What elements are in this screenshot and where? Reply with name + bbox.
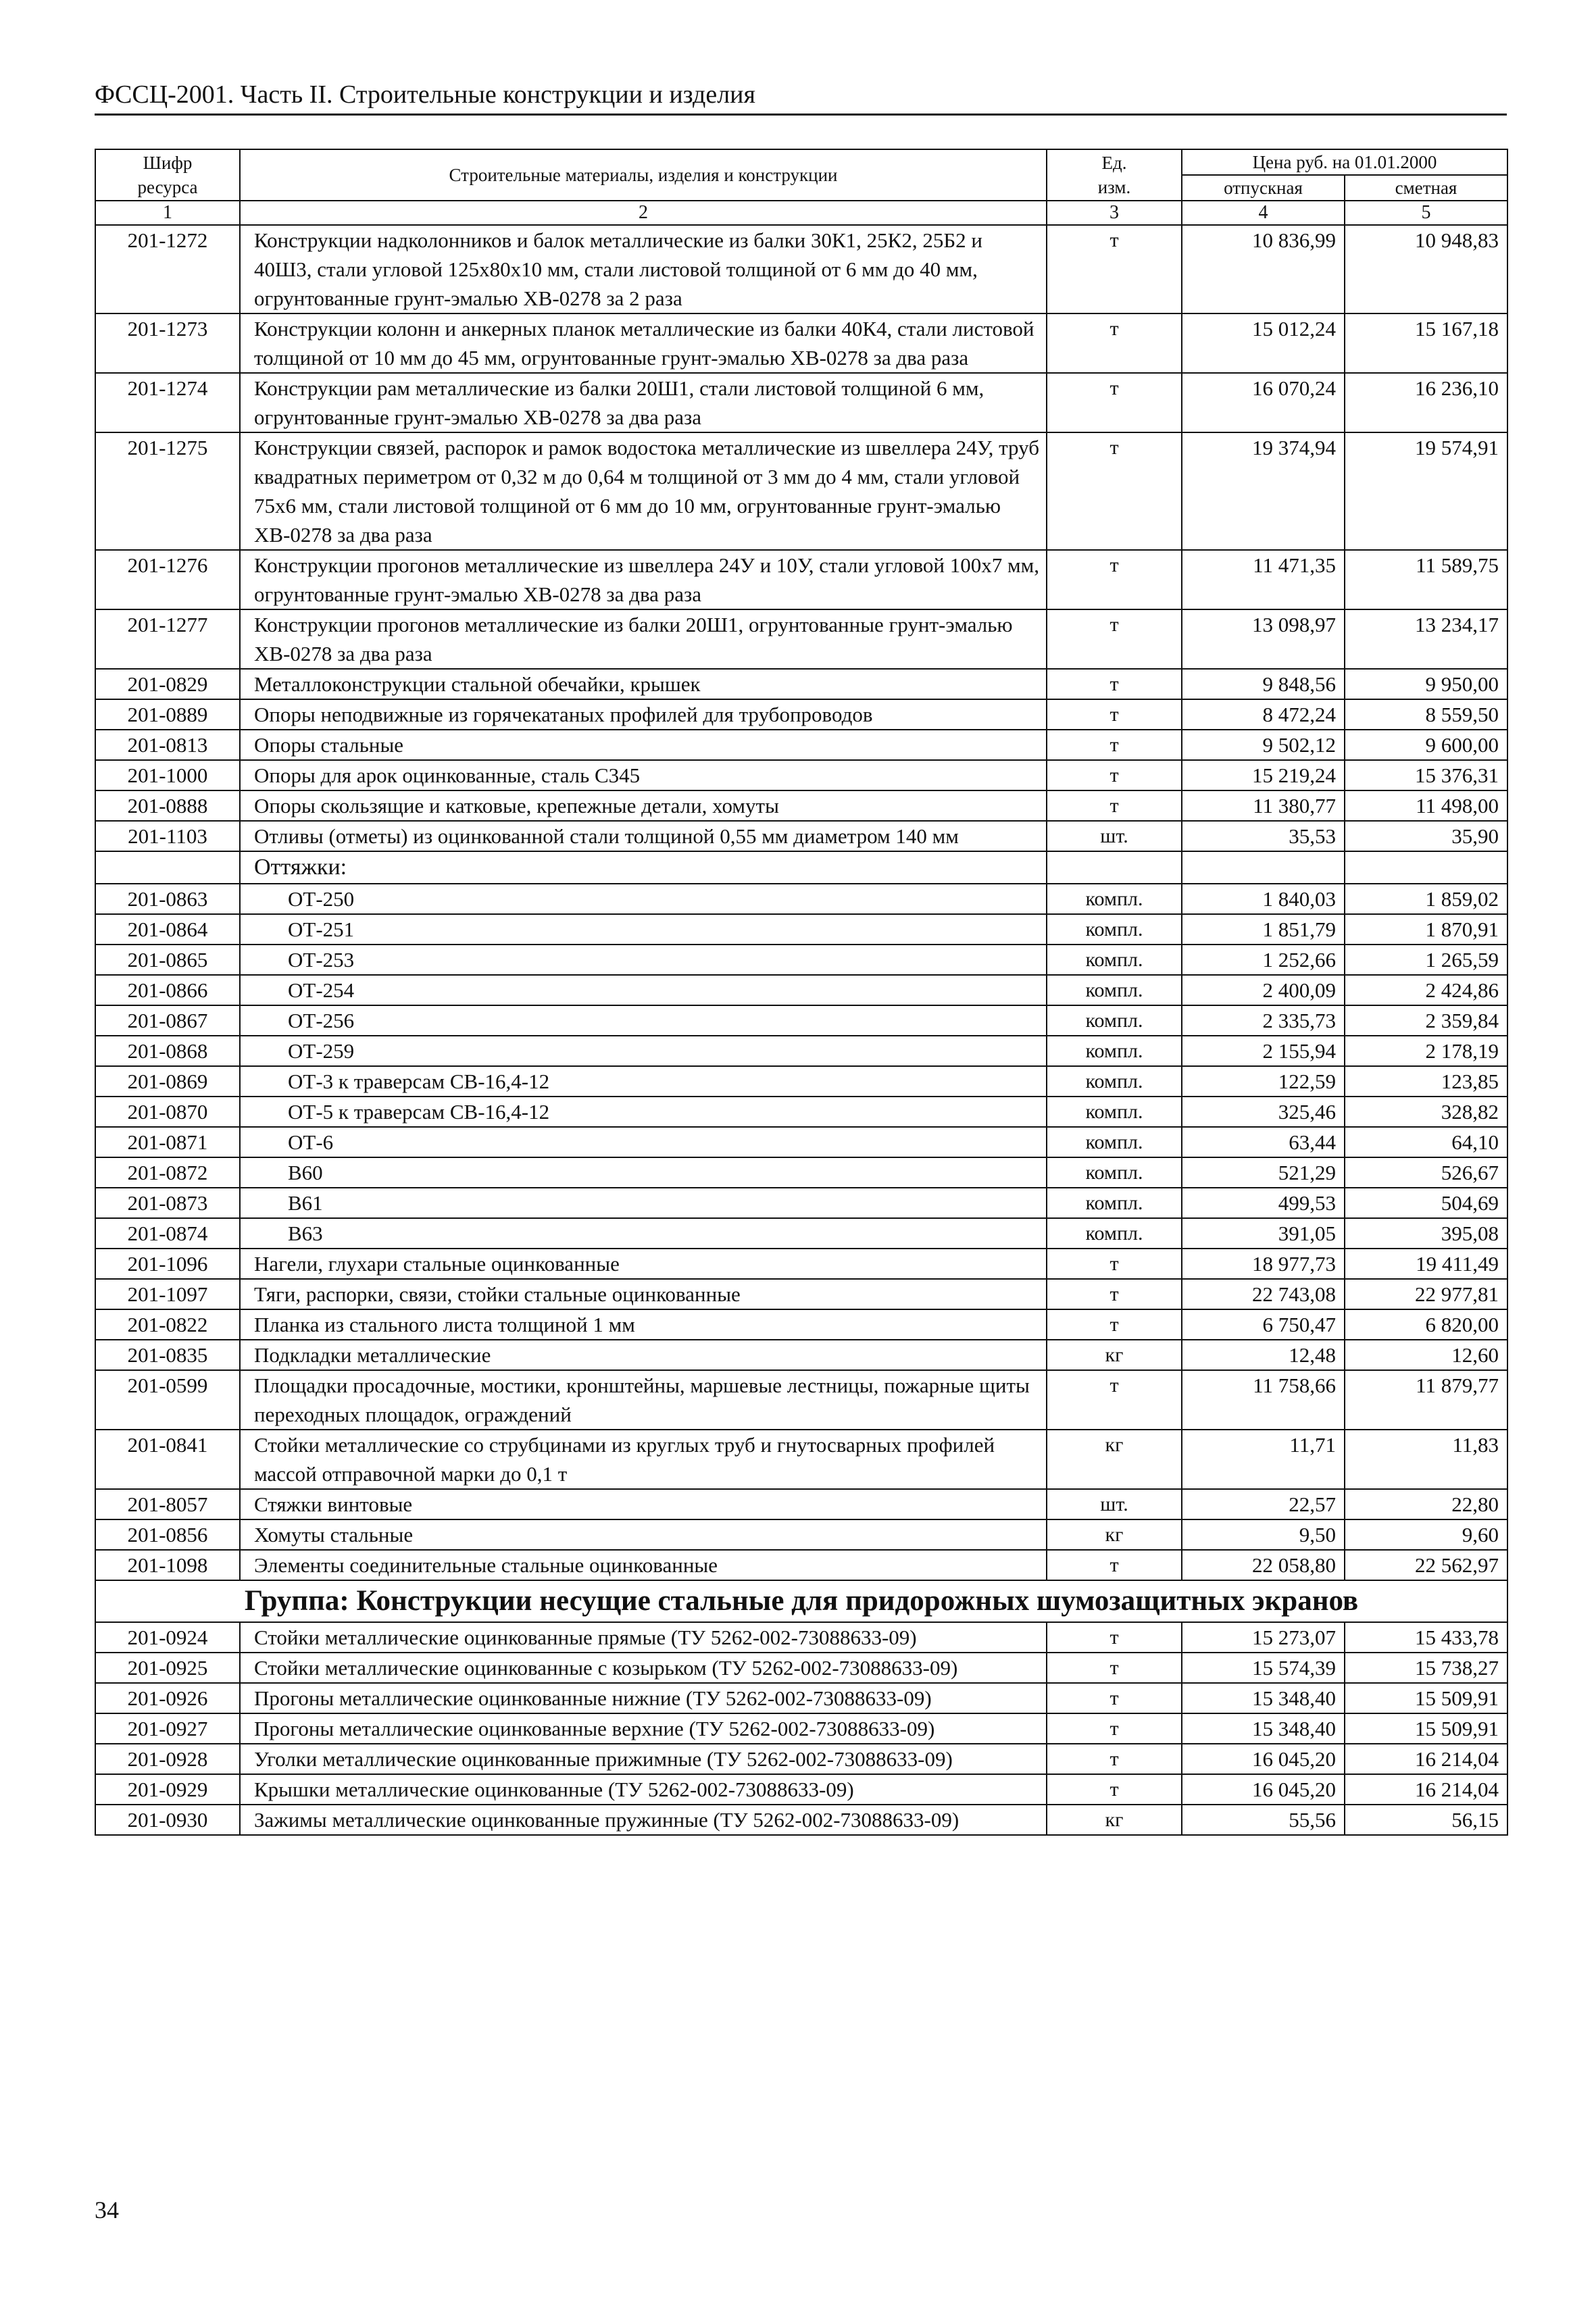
resource-name: Опоры скользящие и катковые, крепежные детали, хомуты (240, 790, 1047, 821)
col-number: 3 (1047, 201, 1182, 225)
table-header-row-1 (95, 149, 1507, 175)
table-row (95, 945, 1507, 975)
unit-of-measure: компл. (1047, 914, 1182, 945)
resource-code: 201-1096 (95, 1249, 240, 1279)
unit-of-measure: т (1047, 1683, 1182, 1713)
release-price: 8 472,24 (1182, 699, 1345, 730)
resource-code: 201-0889 (95, 699, 240, 730)
resource-code: 201-0925 (95, 1653, 240, 1683)
unit-of-measure: т (1047, 1249, 1182, 1279)
resource-name: Элементы соединительные стальные оцинкованные (240, 1550, 1047, 1580)
resource-name: Стойки металлические оцинкованные с козырьком (ТУ 5262-002-73088633-09) (240, 1653, 1047, 1683)
table-row (95, 1519, 1507, 1550)
estimate-price: 11 879,77 (1345, 1370, 1507, 1430)
resource-code: 201-0871 (95, 1127, 240, 1157)
resource-name: ОТ-253 (240, 945, 1047, 975)
unit-of-measure: шт. (1047, 1489, 1182, 1519)
resource-code: 201-0873 (95, 1188, 240, 1218)
table-row (95, 225, 1507, 313)
resource-name: ОТ-6 (240, 1127, 1047, 1157)
price-table-container (95, 149, 1507, 1836)
table-row (95, 884, 1507, 914)
table-row (95, 1622, 1507, 1653)
col-header-price: Цена руб. на 01.01.2000 (1182, 149, 1507, 175)
resource-code: 201-0874 (95, 1218, 240, 1249)
table-row (95, 914, 1507, 945)
resource-code: 201-0867 (95, 1005, 240, 1036)
resource-name: Конструкции связей, распорок и рамок водостока металлические из швеллера 24У, труб квадратных периметром от 0,32 м до 0,64 м толщиной от 3 мм до 4 мм, стали угловой 75х6 мм, стали листовой толщиной от 6 мм до 10 мм, огрунтованные грунт-эмалью ХВ-0278 за два раза (240, 432, 1047, 550)
release-price: 1 252,66 (1182, 945, 1345, 975)
release-price: 15 219,24 (1182, 760, 1345, 790)
table-row (95, 1430, 1507, 1489)
col-header-name: Строительные материалы, изделия и конструкции (240, 149, 1047, 201)
section-row (95, 851, 1507, 884)
estimate-price: 16 214,04 (1345, 1774, 1507, 1805)
release-price: 22 743,08 (1182, 1279, 1345, 1309)
resource-name: Отливы (отметы) из оцинкованной стали толщиной 0,55 мм диаметром 140 мм (240, 821, 1047, 851)
table-row (95, 1713, 1507, 1744)
release-price: 16 070,24 (1182, 373, 1345, 432)
unit-of-measure: компл. (1047, 1036, 1182, 1066)
table-row (95, 1370, 1507, 1430)
resource-code: 201-1098 (95, 1550, 240, 1580)
resource-code: 201-1276 (95, 550, 240, 609)
unit-of-measure: т (1047, 699, 1182, 730)
release-price: 2 155,94 (1182, 1036, 1345, 1066)
release-price: 325,46 (1182, 1097, 1345, 1127)
resource-code: 201-0927 (95, 1713, 240, 1744)
section-title: Оттяжки: (240, 851, 1047, 884)
col-header-code (95, 149, 240, 201)
resource-name: Стойки металлические со струбцинами из круглых труб и гнутосварных профилей массой отправочной марки до 0,1 т (240, 1430, 1047, 1489)
unit-of-measure: компл. (1047, 975, 1182, 1005)
table-row (95, 1744, 1507, 1774)
resource-name: ОТ-3 к траверсам СВ-16,4-12 (240, 1066, 1047, 1097)
page-header-title: ФССЦ-2001. Часть II. Строительные конструкции и изделия (95, 80, 755, 109)
resource-name: Опоры стальные (240, 730, 1047, 760)
resource-name: Уголки металлические оцинкованные прижимные (ТУ 5262-002-73088633-09) (240, 1744, 1047, 1774)
release-price: 15 012,24 (1182, 313, 1345, 373)
release-price: 18 977,73 (1182, 1249, 1345, 1279)
release-price: 2 400,09 (1182, 975, 1345, 1005)
resource-code: 201-1275 (95, 432, 240, 550)
section-release-cell (1182, 851, 1345, 884)
table-row (95, 432, 1507, 550)
resource-name: Тяги, распорки, связи, стойки стальные оцинкованные (240, 1279, 1047, 1309)
release-price: 521,29 (1182, 1157, 1345, 1188)
unit-of-measure: т (1047, 1744, 1182, 1774)
estimate-price: 16 236,10 (1345, 373, 1507, 432)
table-row (95, 1127, 1507, 1157)
resource-name: Конструкции колонн и анкерных планок металлические из балки 40К4, стали листовой толщиной от 10 мм до 45 мм, огрунтованные грунт-эмалью ХВ-0278 за два раза (240, 313, 1047, 373)
unit-of-measure: т (1047, 313, 1182, 373)
release-price: 19 374,94 (1182, 432, 1345, 550)
unit-of-measure: т (1047, 760, 1182, 790)
col-header-code-line2: ресурса (137, 177, 198, 197)
resource-code: 201-0841 (95, 1430, 240, 1489)
resource-code: 201-1274 (95, 373, 240, 432)
resource-code: 201-0864 (95, 914, 240, 945)
estimate-price: 22 977,81 (1345, 1279, 1507, 1309)
release-price: 16 045,20 (1182, 1774, 1345, 1805)
resource-name: Площадки просадочные, мостики, кронштейны, маршевые лестницы, пожарные щиты переходных площадок, ограждений (240, 1370, 1047, 1430)
estimate-price: 15 167,18 (1345, 313, 1507, 373)
col-header-unit (1047, 149, 1182, 201)
table-row (95, 1550, 1507, 1580)
resource-code: 201-0924 (95, 1622, 240, 1653)
table-row (95, 975, 1507, 1005)
release-price: 16 045,20 (1182, 1744, 1345, 1774)
resource-name: ОТ-250 (240, 884, 1047, 914)
col-number: 4 (1182, 201, 1345, 225)
resource-name: В60 (240, 1157, 1047, 1188)
resource-code: 201-1000 (95, 760, 240, 790)
estimate-price: 123,85 (1345, 1066, 1507, 1097)
resource-code: 201-0869 (95, 1066, 240, 1097)
release-price: 391,05 (1182, 1218, 1345, 1249)
table-group (95, 1580, 1507, 1622)
page-number: 34 (95, 2196, 119, 2223)
resource-code: 201-0822 (95, 1309, 240, 1340)
col-header-estimate-price: сметная (1345, 175, 1507, 201)
release-price: 9 502,12 (1182, 730, 1345, 760)
estimate-price: 328,82 (1345, 1097, 1507, 1127)
resource-name: Подкладки металлические (240, 1340, 1047, 1370)
resource-name: Конструкции рам металлические из балки 20Ш1, стали листовой толщиной 6 мм, огрунтованные грунт-эмалью ХВ-0278 за два раза (240, 373, 1047, 432)
table-row (95, 1097, 1507, 1127)
unit-of-measure: кг (1047, 1340, 1182, 1370)
release-price: 2 335,73 (1182, 1005, 1345, 1036)
resource-name: Конструкции прогонов металлические из балки 20Ш1, огрунтованные грунт-эмалью ХВ-0278 за два раза (240, 609, 1047, 669)
estimate-price: 2 178,19 (1345, 1036, 1507, 1066)
release-price: 11 380,77 (1182, 790, 1345, 821)
unit-of-measure: т (1047, 432, 1182, 550)
resource-code: 201-0829 (95, 669, 240, 699)
resource-code: 201-1273 (95, 313, 240, 373)
unit-of-measure: компл. (1047, 1005, 1182, 1036)
group-row (95, 1580, 1507, 1622)
release-price: 6 750,47 (1182, 1309, 1345, 1340)
resource-code: 201-0888 (95, 790, 240, 821)
release-price: 15 348,40 (1182, 1683, 1345, 1713)
table-row (95, 669, 1507, 699)
table-row (95, 313, 1507, 373)
estimate-price: 11 589,75 (1345, 550, 1507, 609)
resource-code: 201-1103 (95, 821, 240, 851)
resource-name: Хомуты стальные (240, 1519, 1047, 1550)
unit-of-measure: т (1047, 550, 1182, 609)
unit-of-measure: кг (1047, 1430, 1182, 1489)
estimate-price: 2 359,84 (1345, 1005, 1507, 1036)
unit-of-measure: т (1047, 1550, 1182, 1580)
resource-code: 201-0866 (95, 975, 240, 1005)
release-price: 35,53 (1182, 821, 1345, 851)
resource-code: 201-8057 (95, 1489, 240, 1519)
estimate-price: 35,90 (1345, 821, 1507, 851)
header-divider (95, 114, 1507, 116)
release-price: 12,48 (1182, 1340, 1345, 1370)
release-price: 11 471,35 (1182, 550, 1345, 609)
table-row (95, 1005, 1507, 1036)
release-price: 499,53 (1182, 1188, 1345, 1218)
release-price: 15 574,39 (1182, 1653, 1345, 1683)
table-row (95, 1218, 1507, 1249)
estimate-price: 11 498,00 (1345, 790, 1507, 821)
table-body-guys (95, 884, 1507, 1580)
release-price: 15 348,40 (1182, 1713, 1345, 1744)
unit-of-measure: т (1047, 669, 1182, 699)
col-header-unit-line1: Ед. (1101, 153, 1127, 173)
resource-code: 201-0926 (95, 1683, 240, 1713)
table-body-main (95, 225, 1507, 851)
unit-of-measure: т (1047, 225, 1182, 313)
resource-code: 201-0865 (95, 945, 240, 975)
release-price: 10 836,99 (1182, 225, 1345, 313)
resource-name: Планка из стального листа толщиной 1 мм (240, 1309, 1047, 1340)
resource-code: 201-1097 (95, 1279, 240, 1309)
table-row (95, 1805, 1507, 1835)
release-price: 63,44 (1182, 1127, 1345, 1157)
unit-of-measure: компл. (1047, 1066, 1182, 1097)
unit-of-measure: компл. (1047, 884, 1182, 914)
resource-name: ОТ-259 (240, 1036, 1047, 1066)
table-row (95, 1036, 1507, 1066)
unit-of-measure: т (1047, 1774, 1182, 1805)
resource-name: ОТ-254 (240, 975, 1047, 1005)
table-row (95, 699, 1507, 730)
resource-name: В61 (240, 1188, 1047, 1218)
table-row (95, 1309, 1507, 1340)
resource-code: 201-0870 (95, 1097, 240, 1127)
col-number: 5 (1345, 201, 1507, 225)
resource-name: Стойки металлические оцинкованные прямые (ТУ 5262-002-73088633-09) (240, 1622, 1047, 1653)
resource-name: В63 (240, 1218, 1047, 1249)
estimate-price: 10 948,83 (1345, 225, 1507, 313)
resource-name: ОТ-5 к траверсам СВ-16,4-12 (240, 1097, 1047, 1127)
unit-of-measure: компл. (1047, 1157, 1182, 1188)
release-price: 122,59 (1182, 1066, 1345, 1097)
unit-of-measure: т (1047, 373, 1182, 432)
resource-code: 201-0599 (95, 1370, 240, 1430)
resource-code: 201-0929 (95, 1774, 240, 1805)
estimate-price: 8 559,50 (1345, 699, 1507, 730)
estimate-price: 22 562,97 (1345, 1550, 1507, 1580)
resource-code: 201-0856 (95, 1519, 240, 1550)
column-number-row (95, 201, 1507, 225)
unit-of-measure: компл. (1047, 1218, 1182, 1249)
unit-of-measure: компл. (1047, 945, 1182, 975)
estimate-price: 16 214,04 (1345, 1744, 1507, 1774)
unit-of-measure: шт. (1047, 821, 1182, 851)
unit-of-measure: т (1047, 1622, 1182, 1653)
release-price: 15 273,07 (1182, 1622, 1345, 1653)
resource-code: 201-0872 (95, 1157, 240, 1188)
group-title: Группа: Конструкции несущие стальные для придорожных шумозащитных экранов (95, 1580, 1507, 1622)
estimate-price: 15 738,27 (1345, 1653, 1507, 1683)
price-table (95, 149, 1508, 1836)
estimate-price: 9 950,00 (1345, 669, 1507, 699)
table-row (95, 790, 1507, 821)
table-row (95, 1279, 1507, 1309)
section-estimate-cell (1345, 851, 1507, 884)
unit-of-measure: кг (1047, 1805, 1182, 1835)
estimate-price: 12,60 (1345, 1340, 1507, 1370)
estimate-price: 9 600,00 (1345, 730, 1507, 760)
release-price: 1 851,79 (1182, 914, 1345, 945)
release-price: 13 098,97 (1182, 609, 1345, 669)
estimate-price: 15 433,78 (1345, 1622, 1507, 1653)
table-row (95, 1188, 1507, 1218)
release-price: 1 840,03 (1182, 884, 1345, 914)
resource-code: 201-0928 (95, 1744, 240, 1774)
resource-code: 201-0868 (95, 1036, 240, 1066)
table-row (95, 821, 1507, 851)
unit-of-measure: компл. (1047, 1127, 1182, 1157)
col-number: 2 (240, 201, 1047, 225)
resource-name: Прогоны металлические оцинкованные нижние (ТУ 5262-002-73088633-09) (240, 1683, 1047, 1713)
table-row (95, 1774, 1507, 1805)
release-price: 11,71 (1182, 1430, 1345, 1489)
table-row (95, 609, 1507, 669)
release-price: 9 848,56 (1182, 669, 1345, 699)
resource-name: Нагели, глухари стальные оцинкованные (240, 1249, 1047, 1279)
estimate-price: 64,10 (1345, 1127, 1507, 1157)
estimate-price: 2 424,86 (1345, 975, 1507, 1005)
unit-of-measure: компл. (1047, 1188, 1182, 1218)
section-code-cell (95, 851, 240, 884)
resource-code: 201-1272 (95, 225, 240, 313)
estimate-price: 11,83 (1345, 1430, 1507, 1489)
resource-code: 201-0930 (95, 1805, 240, 1835)
estimate-price: 1 870,91 (1345, 914, 1507, 945)
table-row (95, 1249, 1507, 1279)
resource-name: ОТ-256 (240, 1005, 1047, 1036)
resource-name: Стяжки винтовые (240, 1489, 1047, 1519)
release-price: 22 058,80 (1182, 1550, 1345, 1580)
estimate-price: 15 509,91 (1345, 1683, 1507, 1713)
table-section-guys (95, 851, 1507, 884)
release-price: 22,57 (1182, 1489, 1345, 1519)
table-row (95, 1683, 1507, 1713)
resource-name: ОТ-251 (240, 914, 1047, 945)
resource-code: 201-0863 (95, 884, 240, 914)
table-row (95, 1489, 1507, 1519)
table-row (95, 550, 1507, 609)
resource-name: Конструкции надколонников и балок металлические из балки 30К1, 25К2, 25Б2 и 40Ш3, стали угловой 125х80х10 мм, стали листовой толщиной от 6 мм до 40 мм, огрунтованные грунт-эмалью ХВ-0278 за 2 раза (240, 225, 1047, 313)
resource-name: Конструкции прогонов металлические из швеллера 24У и 10У, стали угловой 100х7 мм, огрунтованные грунт-эмалью ХВ-0278 за два раза (240, 550, 1047, 609)
section-unit-cell (1047, 851, 1182, 884)
estimate-price: 504,69 (1345, 1188, 1507, 1218)
release-price: 11 758,66 (1182, 1370, 1345, 1430)
resource-name: Крышки металлические оцинкованные (ТУ 5262-002-73088633-09) (240, 1774, 1047, 1805)
unit-of-measure: т (1047, 730, 1182, 760)
unit-of-measure: т (1047, 1713, 1182, 1744)
estimate-price: 13 234,17 (1345, 609, 1507, 669)
resource-name: Зажимы металлические оцинкованные пружинные (ТУ 5262-002-73088633-09) (240, 1805, 1047, 1835)
estimate-price: 22,80 (1345, 1489, 1507, 1519)
estimate-price: 1 265,59 (1345, 945, 1507, 975)
table-row (95, 1340, 1507, 1370)
table-row (95, 1066, 1507, 1097)
resource-name: Опоры неподвижные из горячекатаных профилей для трубопроводов (240, 699, 1047, 730)
table-row (95, 730, 1507, 760)
estimate-price: 15 376,31 (1345, 760, 1507, 790)
table-row (95, 760, 1507, 790)
col-header-unit-line2: изм. (1097, 177, 1131, 197)
estimate-price: 9,60 (1345, 1519, 1507, 1550)
estimate-price: 526,67 (1345, 1157, 1507, 1188)
unit-of-measure: кг (1047, 1519, 1182, 1550)
resource-code: 201-1277 (95, 609, 240, 669)
col-number: 1 (95, 201, 240, 225)
estimate-price: 1 859,02 (1345, 884, 1507, 914)
table-row (95, 373, 1507, 432)
unit-of-measure: т (1047, 1653, 1182, 1683)
estimate-price: 6 820,00 (1345, 1309, 1507, 1340)
resource-code: 201-0813 (95, 730, 240, 760)
resource-name: Металлоконструкции стальной обечайки, крышек (240, 669, 1047, 699)
table-body-noise-screens (95, 1622, 1507, 1835)
table-row (95, 1157, 1507, 1188)
estimate-price: 15 509,91 (1345, 1713, 1507, 1744)
col-header-code-line1: Шифр (143, 153, 193, 173)
estimate-price: 19 411,49 (1345, 1249, 1507, 1279)
unit-of-measure: т (1047, 609, 1182, 669)
col-header-release-price: отпускная (1182, 175, 1345, 201)
unit-of-measure: т (1047, 1309, 1182, 1340)
unit-of-measure: т (1047, 1370, 1182, 1430)
resource-name: Опоры для арок оцинкованные, сталь С345 (240, 760, 1047, 790)
unit-of-measure: т (1047, 790, 1182, 821)
release-price: 55,56 (1182, 1805, 1345, 1835)
resource-name: Прогоны металлические оцинкованные верхние (ТУ 5262-002-73088633-09) (240, 1713, 1047, 1744)
resource-code: 201-0835 (95, 1340, 240, 1370)
unit-of-measure: компл. (1047, 1097, 1182, 1127)
estimate-price: 56,15 (1345, 1805, 1507, 1835)
unit-of-measure: т (1047, 1279, 1182, 1309)
table-row (95, 1653, 1507, 1683)
estimate-price: 395,08 (1345, 1218, 1507, 1249)
estimate-price: 19 574,91 (1345, 432, 1507, 550)
release-price: 9,50 (1182, 1519, 1345, 1550)
